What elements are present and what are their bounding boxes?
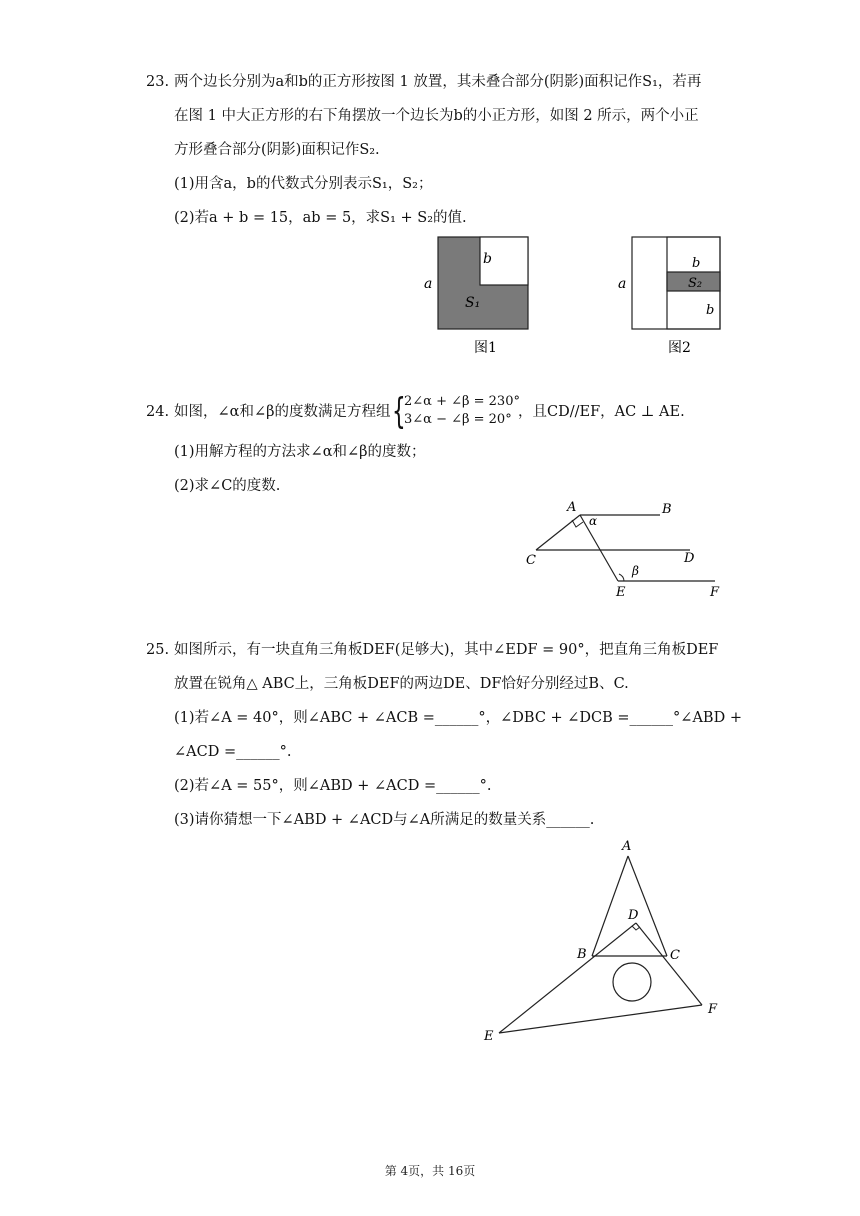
equation-2: 3∠α − ∠β = 20° bbox=[404, 412, 512, 427]
point-f-label: F bbox=[710, 585, 720, 600]
question-24-line-1-prefix: 如图，∠α和∠β的度数满足方程组 bbox=[174, 404, 391, 420]
question-23-part-1: (1)用含a，b的代数式分别表示S₁，S₂； bbox=[174, 176, 433, 192]
point-d-label: D bbox=[628, 908, 639, 923]
question-25-part-1: (1)若∠A = 40°，则∠ABC + ∠ACB =______°，∠DBC + ∠DCB =______°∠ABD + bbox=[174, 710, 742, 726]
point-a-label: A bbox=[622, 839, 632, 854]
question-23-part-2: (2)若a + b = 15，ab = 5，求S₁ + S₂的值. bbox=[174, 210, 467, 226]
figure-2 bbox=[610, 232, 740, 360]
point-f-label: F bbox=[708, 1002, 718, 1017]
point-c-label: C bbox=[670, 948, 680, 963]
question-23-line-2: 在图 1 中大正方形的右下角摆放一个边长为b的小正方形，如图 2 所示，两个小正 bbox=[174, 108, 699, 124]
point-e-label: E bbox=[484, 1029, 494, 1044]
question-24-part-2: (2)求∠C的度数. bbox=[174, 478, 281, 494]
question-24-part-1: (1)用解方程的方法求∠α和∠β的度数； bbox=[174, 444, 426, 460]
question-25-part-2: (2)若∠A = 55°，则∠ABD + ∠ACD =______°. bbox=[174, 778, 492, 794]
figure-2-label-b-bottom: b bbox=[706, 303, 715, 318]
figure-2-caption: 图2 bbox=[668, 340, 691, 356]
question-24-number: 24. bbox=[146, 404, 170, 420]
question-23-line-3: 方形叠合部分(阴影)面积记作S₂. bbox=[174, 142, 380, 158]
figure-q25 bbox=[474, 830, 734, 1050]
question-25-part-3: (3)请你猜想一下∠ABD + ∠ACD与∠A所满足的数量关系______. bbox=[174, 812, 595, 828]
figure-2-label-b-top: b bbox=[692, 256, 701, 271]
point-b-label: B bbox=[662, 502, 672, 517]
angle-beta-label: β bbox=[632, 564, 639, 578]
figure-1-label-a: a bbox=[424, 276, 433, 292]
question-25-line-1: 如图所示，有一块直角三角板DEF(足够大)，其中∠EDF = 90°，把直角三角板DEF bbox=[174, 642, 719, 658]
equation-1: 2∠α + ∠β = 230° bbox=[404, 394, 520, 409]
equation-system: { 2∠α + ∠β = 230° 3∠α − ∠β = 20° bbox=[392, 391, 520, 432]
page-footer: 第 4页，共 16页 bbox=[384, 1164, 476, 1178]
question-25-part-1-continued: ∠ACD =______°. bbox=[174, 744, 292, 760]
question-25-line-2: 放置在锐角△ ABC上，三角板DEF的两边DE、DF恰好分别经过B、C. bbox=[174, 676, 629, 692]
question-23-number: 23. bbox=[146, 74, 170, 90]
figure-1-label-s1: S₁ bbox=[465, 295, 481, 311]
question-25-number: 25. bbox=[146, 642, 170, 658]
point-c-label: C bbox=[526, 553, 536, 568]
figure-1-label-b: b bbox=[483, 251, 492, 267]
figure-2-label-a: a bbox=[618, 276, 627, 292]
point-b-label: B bbox=[577, 947, 587, 962]
point-a-label: A bbox=[567, 500, 577, 515]
question-24-line-1-suffix: ，且CD//EF，AC ⊥ AE. bbox=[518, 404, 685, 420]
angle-alpha-label: α bbox=[589, 514, 598, 528]
point-d-label: D bbox=[684, 551, 695, 566]
figure-2-label-s2: S₂ bbox=[688, 276, 703, 291]
figure-q24 bbox=[520, 496, 730, 606]
question-23-line-1: 两个边长分别为a和b的正方形按图 1 放置，其未叠合部分(阴影)面积记作S₁，若再 bbox=[174, 74, 702, 90]
figure-1-caption: 图1 bbox=[474, 340, 497, 356]
point-e-label: E bbox=[616, 585, 626, 600]
figure-1 bbox=[410, 232, 550, 360]
